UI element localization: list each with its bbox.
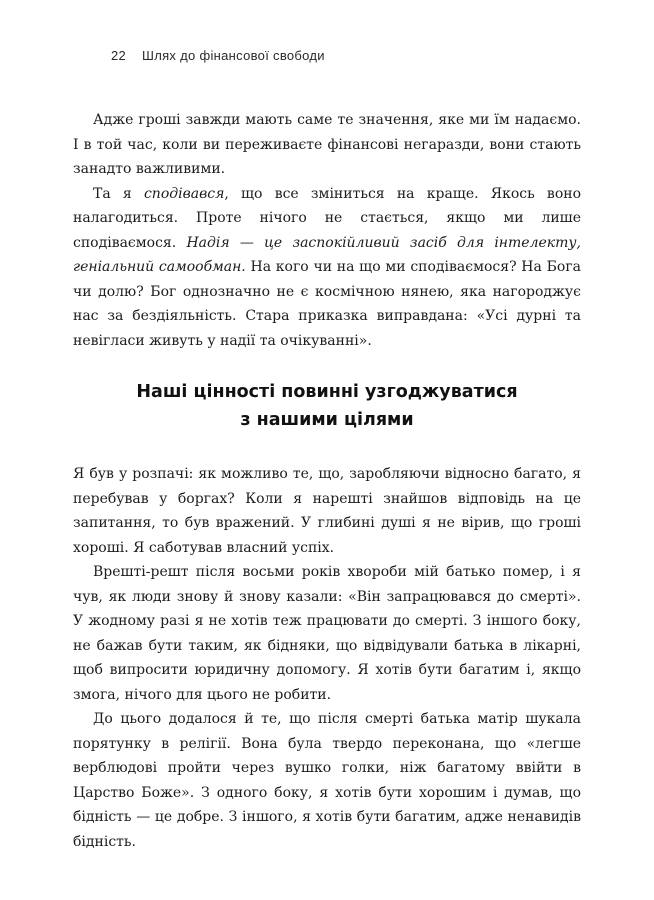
paragraph: Адже гроші завжди мають саме те значення, яке ми їм надаємо. І в той час, коли ви переживаєте фінансові негаразди, вони стають занадто важливими.: [73, 112, 581, 177]
heading-line: з нашими цілями: [240, 410, 414, 430]
page-number: 22: [111, 48, 127, 63]
heading-line: Наші цінності повинні узгоджуватися: [136, 382, 518, 402]
running-title: Шлях до фінансової свободи: [141, 48, 325, 63]
section-2-text: [73, 462, 581, 854]
section-heading: [73, 378, 581, 434]
paragraph: Я був у розпачі: як можливо те, що, заробляючи відносно багато, я перебував у боргах? Коли я нарешті знайшов відповідь на це запитання, то був вражений. У глибині душі я не вірив, що гроші хороші. Я саботував власний успіх.: [73, 466, 581, 556]
paragraph: Врешті-решт після восьми років хвороби мій батько помер, і я чув, як люди знову й знову казали: «Він запрацювався до смерті». У жодному разі я не хотів теж працювати до смерті. З іншого боку, не бажав бути таким, як бідняки, що відвідували батька в лікарні, щоб випросити юридичну допомогу. Я хотів бути багатим і, якщо змога, нічого для цього не робити.: [73, 564, 581, 703]
section-1-text: [73, 108, 581, 353]
paragraph: До цього додалося й те, що після смерті батька матір шукала порятунку в релігії. Вона була твердо переконана, що «легше верблюдові пройти через вушко голки, ніж багатому ввійти в Царство Боже». З одного боку, я хотів бути хорошим і думав, що бідність — це добре. З іншого, я хотів бути багатим, адже ненавидів бідність.: [73, 711, 581, 850]
running-header: [111, 48, 325, 63]
paragraph: Та я сподівався, що все зміниться на краще. Якось воно налагодиться. Проте нічого не стається, якщо ми лише сподіваємося. Надія — це заспокійливий засіб для інтелекту, геніальний самообман. На кого чи на що ми сподіваємося? На Бога чи долю? Бог однозначно не є космічною нянею, яка нагороджує нас за бездіяльність. Стара приказка виправдана: «Усі дурні та невігласи живуть у надії та очікуванні».: [73, 185, 582, 349]
